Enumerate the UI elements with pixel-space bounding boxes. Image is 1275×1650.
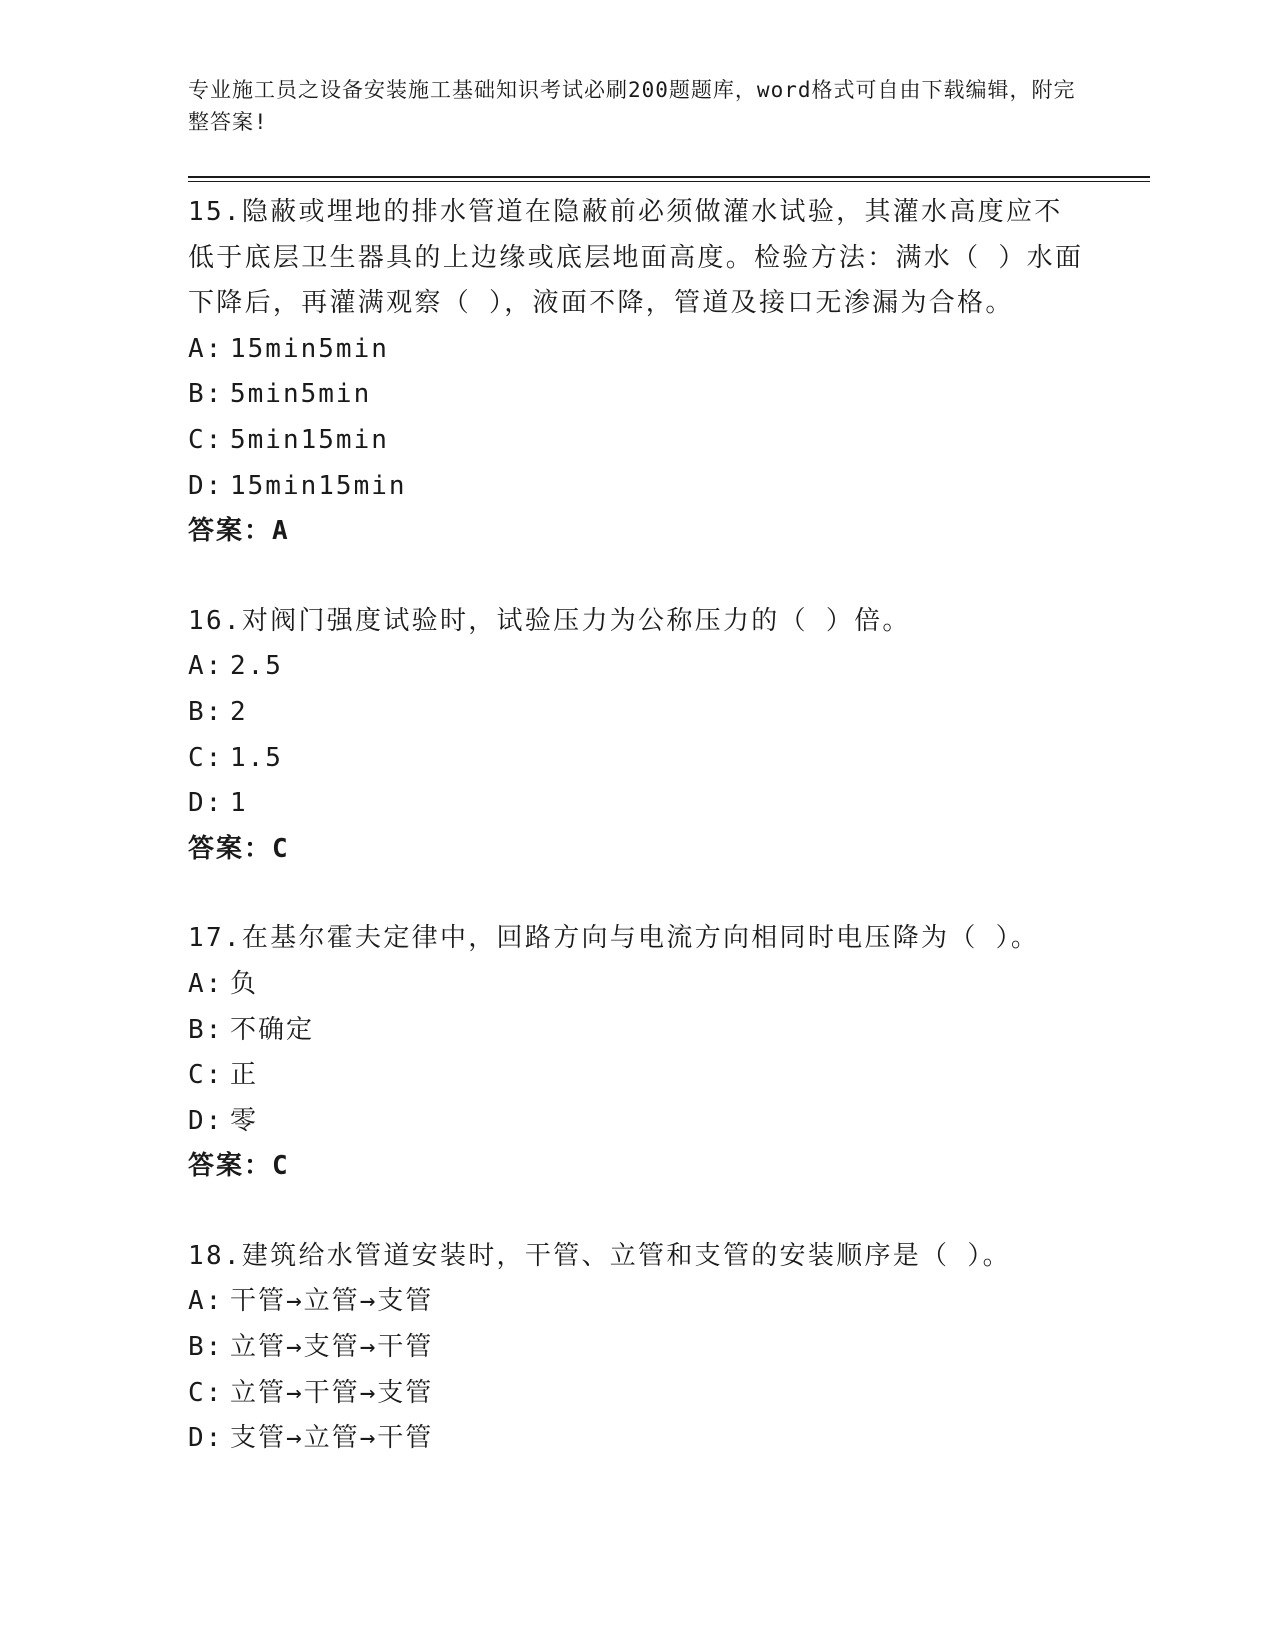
question-17 xyxy=(188,916,1088,1190)
option-text: 立管→干管→支管 xyxy=(230,1377,434,1408)
option-key: B: xyxy=(188,1014,224,1045)
option-key: C: xyxy=(188,1377,224,1408)
header-divider-thin xyxy=(188,181,1150,182)
option-b xyxy=(188,1325,1088,1371)
option-key: C: xyxy=(188,424,224,455)
option-key: B: xyxy=(188,1332,224,1363)
option-text: 2 xyxy=(230,696,248,727)
option-key: A: xyxy=(188,333,224,364)
question-18 xyxy=(188,1234,1088,1462)
option-key: C: xyxy=(188,742,224,773)
option-text: 15min5min xyxy=(230,333,389,364)
answer-line: 答案：C xyxy=(188,833,290,864)
option-key: A: xyxy=(188,968,224,999)
option-d xyxy=(188,1416,1088,1462)
option-text: 零 xyxy=(230,1105,259,1136)
option-key: D: xyxy=(188,788,224,819)
option-a xyxy=(188,327,1088,373)
question-15 xyxy=(188,190,1088,555)
option-a xyxy=(188,962,1088,1008)
option-key: B: xyxy=(188,696,224,727)
answer-line: 答案：C xyxy=(188,1151,290,1182)
option-c xyxy=(188,418,1088,464)
option-text: 不确定 xyxy=(230,1014,315,1045)
answer-line: 答案：A xyxy=(188,516,290,547)
header-divider-thick xyxy=(188,176,1150,178)
option-text: 5min15min xyxy=(230,424,389,455)
option-a xyxy=(188,644,1088,690)
option-key: D: xyxy=(188,1423,224,1454)
option-text: 15min15min xyxy=(230,470,407,501)
option-key: D: xyxy=(188,1105,224,1136)
option-key: B: xyxy=(188,379,224,410)
option-key: A: xyxy=(188,1286,224,1317)
option-key: D: xyxy=(188,470,224,501)
option-text: 支管→立管→干管 xyxy=(230,1423,434,1454)
option-text: 1 xyxy=(230,788,248,819)
option-d xyxy=(188,781,1088,827)
question-stem: 16.对阀门强度试验时，试验压力为公称压力的（ ）倍。 xyxy=(188,605,911,636)
option-text: 1.5 xyxy=(230,742,283,773)
option-b xyxy=(188,690,1088,736)
option-c xyxy=(188,1371,1088,1417)
option-d xyxy=(188,464,1088,510)
option-b xyxy=(188,1008,1088,1054)
option-text: 立管→支管→干管 xyxy=(230,1332,434,1363)
option-c xyxy=(188,736,1088,782)
document-header: 专业施工员之设备安装施工基础知识考试必刷200题题库，word格式可自由下载编辑，附完整答案! xyxy=(188,78,1076,134)
question-stem: 17.在基尔霍夫定律中，回路方向与电流方向相同时电压降为（ ）。 xyxy=(188,923,1040,954)
option-text: 负 xyxy=(230,968,259,999)
option-key: A: xyxy=(188,651,224,682)
option-text: 正 xyxy=(230,1060,259,1091)
question-stem: 15.隐蔽或埋地的排水管道在隐蔽前必须做灌水试验，其灌水高度应不低于底层卫生器具的上边缘或底层地面高度。检验方法：满水（ ）水面下降后，再灌满观察（ ），液面不降，管道及接口无渗漏为合格。 xyxy=(188,197,1084,319)
option-b xyxy=(188,372,1088,418)
option-a xyxy=(188,1279,1088,1325)
option-text: 干管→立管→支管 xyxy=(230,1286,434,1317)
option-c xyxy=(188,1053,1088,1099)
question-list xyxy=(188,190,1088,1506)
option-text: 5min5min xyxy=(230,379,372,410)
question-16 xyxy=(188,599,1088,873)
option-text: 2.5 xyxy=(230,651,283,682)
question-stem: 18.建筑给水管道安装时，干管、立管和支管的安装顺序是（ ）。 xyxy=(188,1240,1011,1271)
option-key: C: xyxy=(188,1060,224,1091)
option-d xyxy=(188,1099,1088,1145)
